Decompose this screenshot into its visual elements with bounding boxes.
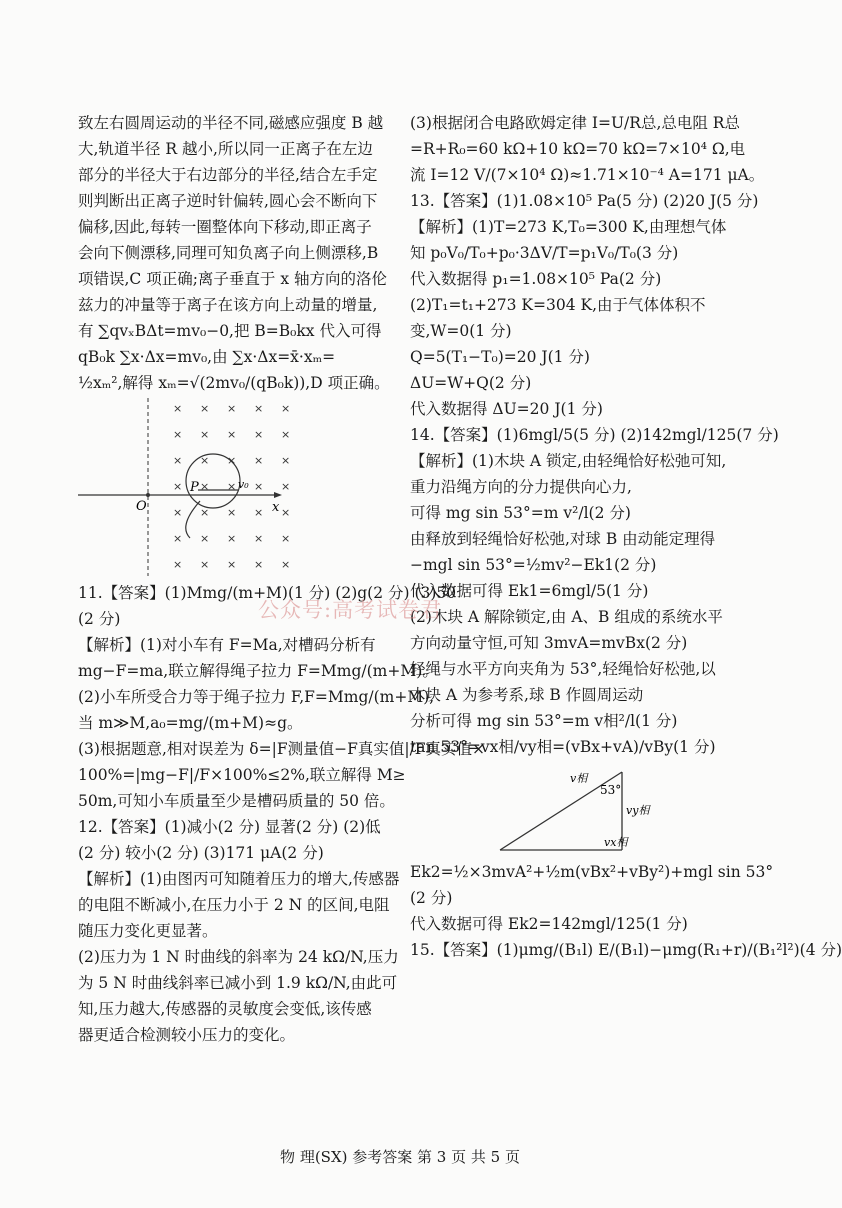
text-line: Q=5(T₁−T₀)=20 J(1 分) — [410, 348, 590, 366]
vx-label: vx相 — [604, 836, 628, 849]
field-cross: × — [281, 428, 291, 441]
text-line: 则判断出正离子逆时针偏转,圆心会不断向下 — [78, 192, 378, 210]
field-cross: × — [227, 480, 237, 493]
field-cross: × — [200, 402, 210, 415]
origin-label: O — [136, 499, 147, 514]
text-line: 【解析】(1)对小车有 F=Ma,对槽码分析有 — [78, 636, 376, 654]
text-line: 随压力变化更显著。 — [78, 922, 218, 940]
text-line: 的电阻不断减小,在压力小于 2 N 的区间,电阻 — [78, 896, 390, 914]
field-cross: × — [227, 454, 237, 467]
text-line: (2)木块 A 解除锁定,由 A、B 组成的系统水平 — [410, 608, 723, 626]
point-label: P — [190, 480, 199, 495]
text-line: 50m,可知小车质量至少是槽码质量的 50 倍。 — [78, 792, 395, 810]
text-line: 重力沿绳方向的分力提供向心力, — [410, 478, 632, 496]
text-line: 致左右圆周运动的半径不同,磁感应强度 B 越 — [78, 114, 384, 132]
field-cross: × — [173, 480, 183, 493]
text-line: 大,轨道半径 R 越小,所以同一正离子在左边 — [78, 140, 373, 158]
watermark: 公众号:高考试卷君 — [258, 598, 443, 622]
field-cross: × — [227, 532, 237, 545]
field-cross: × — [281, 454, 291, 467]
field-cross: × — [254, 454, 264, 467]
text-line: (2)压力为 1 N 时曲线的斜率为 24 kΩ/N,压力 — [78, 948, 399, 966]
text-line: ΔU=W+Q(2 分) — [410, 374, 532, 392]
text-line: (2 分) — [78, 610, 121, 628]
field-cross: × — [281, 402, 291, 415]
text-line: ½xₘ²,解得 xₘ=√(2mv₀/(qB₀k)),D 项正确。 — [78, 374, 390, 392]
field-cross: × — [227, 506, 237, 519]
field-cross: × — [227, 402, 237, 415]
text-line: 知,压力越大,传感器的灵敏度会变低,该传感 — [78, 1000, 372, 1018]
field-cross: × — [200, 480, 210, 493]
right-column — [410, 110, 842, 963]
text-line: 偏移,因此,每转一圈整体向下移动,即正离子 — [78, 218, 372, 236]
text-line: 变,W=0(1 分) — [410, 322, 512, 340]
text-line: 知 p₀V₀/T₀+p₀·3ΔV/T=p₁V₀/T₀(3 分) — [410, 244, 679, 262]
field-cross: × — [254, 402, 264, 415]
field-cross: × — [173, 454, 183, 467]
field-cross: × — [254, 506, 264, 519]
text-line: 100%=|mg−F|/F×100%≤2%,联立解得 M≥ — [78, 766, 406, 784]
field-diagram — [78, 398, 291, 578]
field-cross: × — [254, 480, 264, 493]
text-line: 【解析】(1)木块 A 锁定,由轻绳恰好松弛可知, — [410, 452, 727, 470]
field-cross: × — [200, 454, 210, 467]
text-line: mg−F=ma,联立解得绳子拉力 F=Mmg/(m+M)。 — [78, 662, 438, 680]
text-line: 分析可得 mg sin 53°=m v相²/l(1 分) — [410, 712, 678, 730]
magnetic-field-figure — [78, 398, 396, 578]
field-cross: × — [281, 532, 291, 545]
field-cross: × — [173, 402, 183, 415]
page-footer: 物 理(SX) 参考答案 第 3 页 共 5 页 — [280, 1148, 520, 1166]
text-line: (2 分) 较小(2 分) (3)171 μA(2 分) — [78, 844, 324, 862]
velocity-triangle — [410, 762, 710, 857]
text-line: 代入数据得 p₁=1.08×10⁵ Pa(2 分) — [410, 270, 662, 288]
text-line: 代入数据得 ΔU=20 J(1 分) — [410, 400, 603, 418]
v-rel-label: v相 — [570, 772, 588, 785]
text-line: 木块 A 为参考系,球 B 作圆周运动 — [410, 686, 644, 704]
text-line: 会向下侧漂移,同理可知负离子向上侧漂移,B — [78, 244, 379, 262]
text-line: (3)根据闭合电路欧姆定律 I=U/R总,总电阻 R总 — [410, 114, 740, 132]
text-line: 由释放到轻绳恰好松弛,对球 B 由动能定理得 — [410, 530, 716, 548]
field-cross: × — [227, 558, 237, 571]
text-line: (2)小车所受合力等于绳子拉力 F,F=Mmg/(m+M), — [78, 688, 435, 706]
text-line: 当 m≫M,a₀=mg/(m+M)≈g。 — [78, 714, 303, 732]
field-cross: × — [254, 532, 264, 545]
field-cross: × — [281, 558, 291, 571]
field-cross: × — [200, 532, 210, 545]
text-line: 【解析】(1)由图丙可知随着压力的增大,传感器 — [78, 870, 400, 888]
text-line: −mgl sin 53°=½mv²−Ek1(2 分) — [410, 556, 657, 574]
text-line: 11.【答案】(1)Mmg/(m+M)(1 分) (2)g(2 分) (3)50 — [78, 584, 457, 602]
text-line: Ek2=½×3mvA²+½m(vBx²+vBy²)+mgl sin 53° — [410, 863, 774, 881]
field-cross: × — [254, 428, 264, 441]
text-line: =R+R₀=60 kΩ+10 kΩ=70 kΩ=7×10⁴ Ω,电 — [410, 140, 746, 158]
field-cross: × — [227, 428, 237, 441]
vy-label: vy相 — [626, 804, 650, 817]
x-axis-label: x — [272, 500, 280, 515]
text-line: 15.【答案】(1)μmg/(B₁l) E/(B₁l)−μmg(R₁+r)/(B₁²l²)(4 分) — [410, 941, 842, 959]
text-line: 【解析】(1)T=273 K,T₀=300 K,由理想气体 — [410, 218, 727, 236]
text-line: qB₀k ∑x·Δx=mv₀,由 ∑x·Δx=x̄·xₘ= — [78, 348, 336, 366]
text-line: 有 ∑qvₓBΔt=mv₀−0,把 B=B₀kx 代入可得 — [78, 322, 382, 340]
text-line: 13.【答案】(1)1.08×10⁵ Pa(5 分) (2)20 J(5 分) — [410, 192, 759, 210]
text-line: 代入数据可得 Ek2=142mgl/125(1 分) — [410, 915, 688, 933]
text-line: (2 分) — [410, 889, 453, 907]
trajectory — [186, 501, 200, 538]
text-line: 为 5 N 时曲线斜率已减小到 1.9 kΩ/N,由此可 — [78, 974, 398, 992]
field-cross: × — [200, 558, 210, 571]
text-line: 项错误,C 项正确;离子垂直于 x 轴方向的洛伦 — [78, 270, 388, 288]
field-cross: × — [173, 558, 183, 571]
field-cross: × — [281, 506, 291, 519]
text-line: 14.【答案】(1)6mgl/5(5 分) (2)142mgl/125(7 分) — [410, 426, 779, 444]
text-line: tan 53°=vx相/vy相=(vBx+vA)/vBy(1 分) — [410, 738, 716, 756]
field-cross: × — [200, 428, 210, 441]
field-cross: × — [254, 558, 264, 571]
velocity-label: v₀ — [238, 478, 249, 491]
field-cross: × — [173, 506, 183, 519]
text-line: (2)T₁=t₁+273 K=304 K,由于气体体积不 — [410, 296, 706, 314]
text-line: 轻绳与水平方向夹角为 53°,轻绳恰好松弛,以 — [410, 660, 716, 678]
text-line: 兹力的冲量等于离子在该方向上动量的增量, — [78, 296, 378, 314]
text-line: (3)根据题意,相对误差为 δ=|F测量值−F真实值|/F真实值× — [78, 740, 486, 758]
angle-label: 53° — [600, 783, 622, 797]
text-line: 可得 mg sin 53°=m v²/l(2 分) — [410, 504, 631, 522]
text-line: 部分的半径大于右边部分的半径,结合左手定 — [78, 166, 378, 184]
text-line: 流 I=12 V/(7×10⁴ Ω)≈1.71×10⁻⁴ A=171 μA。 — [410, 166, 765, 184]
text-line: 方向动量守恒,可知 3mvA=mvBx(2 分) — [410, 634, 688, 652]
text-line: 代入数据可得 Ek1=6mgl/5(1 分) — [410, 582, 649, 600]
text-line: 器更适合检测较小压力的变化。 — [78, 1026, 296, 1044]
field-cross: × — [173, 428, 183, 441]
field-cross: × — [173, 532, 183, 545]
field-cross: × — [200, 506, 210, 519]
field-cross: × — [281, 480, 291, 493]
text-line: 12.【答案】(1)减小(2 分) 显著(2 分) (2)低 — [78, 818, 381, 836]
velocity-triangle-figure — [410, 762, 735, 857]
